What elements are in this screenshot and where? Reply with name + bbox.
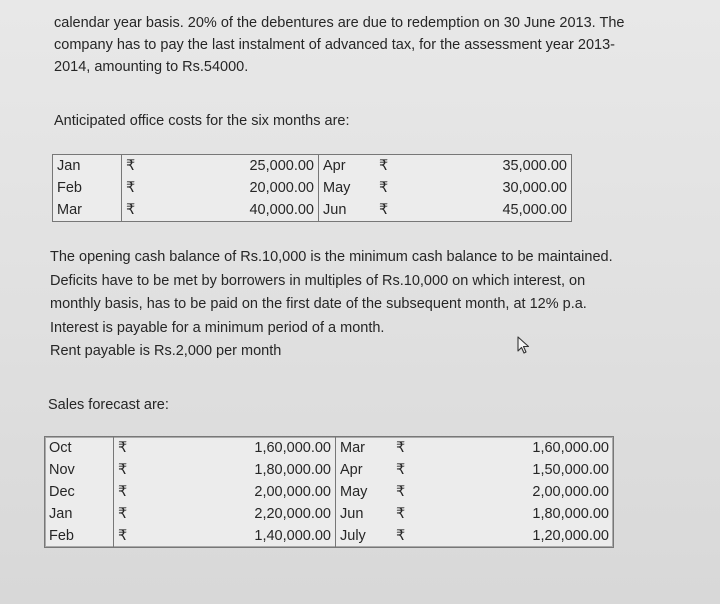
conditions-paragraph	[50, 246, 715, 364]
rupee-symbol: ₹	[396, 440, 406, 456]
conditions-line: Deficits have to be met by borrowers in multiples of Rs.10,000 on which interest, on	[50, 272, 586, 289]
month-cell: Jan	[53, 155, 122, 178]
month-cell: Apr	[323, 158, 346, 174]
table-row	[45, 481, 614, 503]
conditions-line: Rent payable is Rs.2,000 per month	[50, 343, 282, 359]
month-cell: Jun	[323, 202, 347, 218]
month-cell: Mar	[340, 440, 365, 456]
rupee-symbol: ₹	[126, 202, 136, 218]
amount-cell: 40,000.00	[148, 199, 319, 222]
sales-forecast-table	[44, 436, 614, 548]
amount-cell: 30,000.00	[502, 180, 567, 196]
intro-line: 2014, amounting to Rs.54000.	[54, 59, 249, 75]
table-row	[53, 199, 572, 222]
conditions-line: Interest is payable for a minimum period of a month.	[50, 319, 385, 336]
amount-cell: 2,00,000.00	[532, 484, 609, 500]
amount-cell: 25,000.00	[148, 155, 319, 178]
amount-cell: 1,60,000.00	[140, 437, 336, 460]
rupee-symbol: ₹	[118, 528, 128, 544]
conditions-line: The opening cash balance of Rs.10,000 is the minimum cash balance to be maintained.	[50, 249, 613, 265]
rupee-symbol: ₹	[379, 202, 389, 218]
mouse-pointer-icon	[516, 336, 532, 356]
amount-cell: 1,60,000.00	[532, 440, 609, 456]
rupee-symbol: ₹	[379, 158, 389, 174]
table-row	[45, 437, 614, 460]
office-costs-heading: Anticipated office costs for the six months are:	[54, 113, 350, 129]
month-cell: Jan	[45, 503, 114, 525]
month-cell: July	[340, 528, 366, 544]
month-cell: Oct	[45, 437, 114, 460]
rupee-symbol: ₹	[118, 506, 128, 522]
month-cell: Jun	[340, 506, 364, 522]
intro-paragraph	[54, 12, 714, 78]
month-cell: Feb	[53, 177, 122, 199]
month-cell: May	[340, 484, 368, 500]
rupee-symbol: ₹	[396, 528, 406, 544]
rupee-symbol: ₹	[126, 158, 136, 174]
table-row	[53, 177, 572, 199]
amount-cell: 1,50,000.00	[532, 462, 609, 478]
amount-cell: 1,20,000.00	[532, 528, 609, 544]
month-cell: Feb	[45, 525, 114, 548]
office-costs-table	[52, 154, 572, 222]
rupee-symbol: ₹	[396, 506, 406, 522]
amount-cell: 35,000.00	[502, 158, 567, 174]
table-row	[45, 503, 614, 525]
rupee-symbol: ₹	[396, 462, 406, 478]
rupee-symbol: ₹	[126, 180, 136, 196]
amount-cell: 20,000.00	[148, 177, 319, 199]
amount-cell: 1,80,000.00	[140, 459, 336, 481]
amount-cell: 2,20,000.00	[140, 503, 336, 525]
month-cell: Nov	[45, 459, 114, 481]
conditions-line: monthly basis, has to be paid on the first date of the subsequent month, at 12% p.a.	[50, 296, 587, 312]
month-cell: May	[323, 180, 351, 196]
table-row	[45, 525, 614, 548]
table-row	[53, 155, 572, 178]
intro-line: calendar year basis. 20% of the debentures are due to redemption on 30 June 2013. The	[54, 15, 625, 31]
amount-cell: 1,40,000.00	[140, 525, 336, 548]
rupee-symbol: ₹	[379, 180, 389, 196]
amount-cell: 45,000.00	[502, 202, 567, 218]
month-cell: Apr	[340, 462, 363, 478]
table-row	[45, 459, 614, 481]
rupee-symbol: ₹	[118, 440, 128, 456]
rupee-symbol: ₹	[118, 484, 128, 500]
amount-cell: 1,80,000.00	[532, 506, 609, 522]
rupee-symbol: ₹	[396, 484, 406, 500]
intro-line: company has to pay the last instalment of advanced tax, for the assessment year 2013-	[54, 37, 615, 53]
month-cell: Mar	[53, 199, 122, 222]
month-cell: Dec	[45, 481, 114, 503]
sales-forecast-heading: Sales forecast are:	[48, 397, 169, 413]
rupee-symbol: ₹	[118, 462, 128, 478]
amount-cell: 2,00,000.00	[140, 481, 336, 503]
